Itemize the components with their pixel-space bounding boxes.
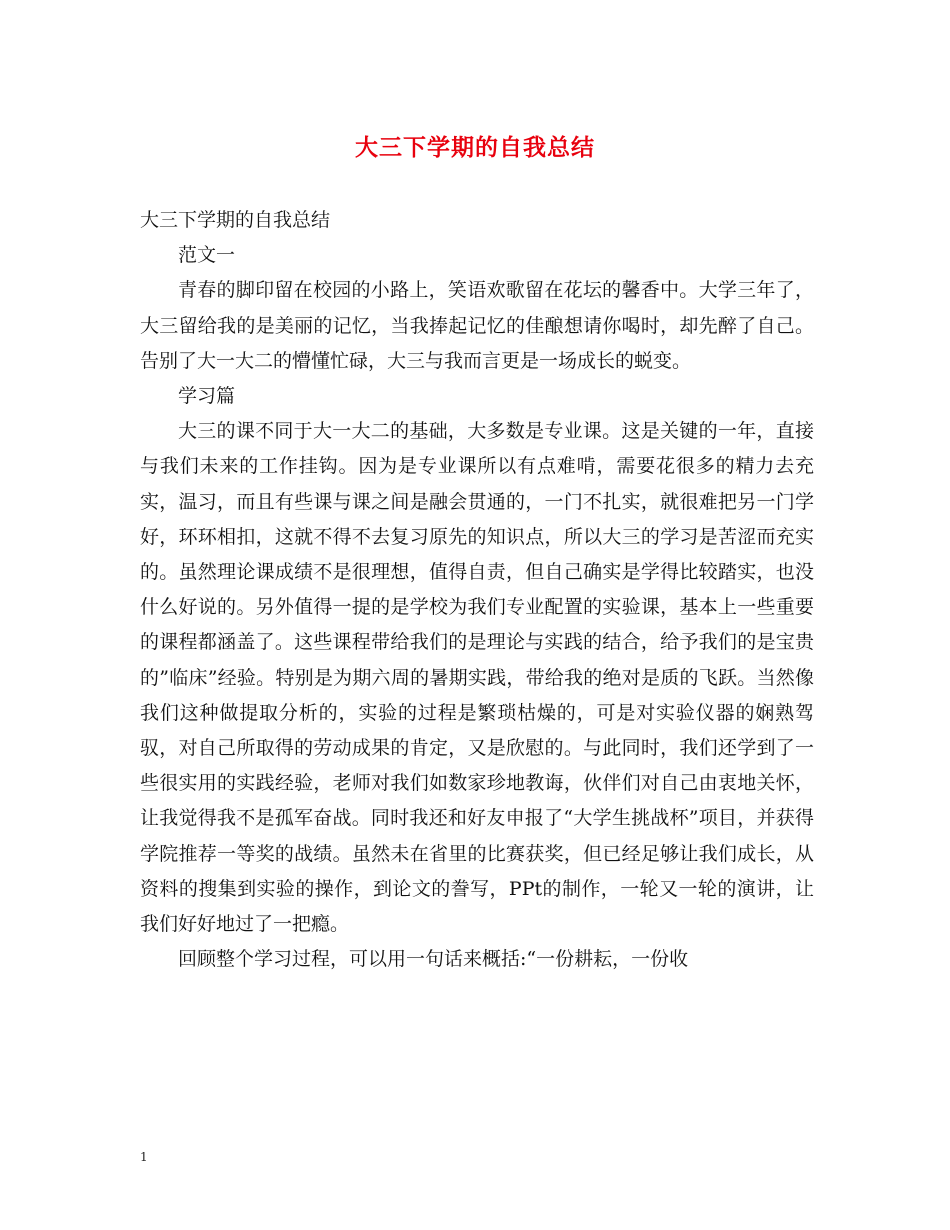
section-label-study: 学习篇: [178, 385, 236, 408]
paragraph-review: 回顾整个学习过程，可以用一句话来概括:“一份耕耘，一份收: [178, 948, 689, 971]
paragraph-intro: 青春的脚印留在校园的小路上，笑语欢歌留在花坛的馨香中。大学三年了，大三留给我的是美丽的记忆，当我捧起记忆的佳酿想请你喝时，却先醉了自己。告别了大一大二的懵懂忙碌，大三与我而言更是一场成长的蜕变。: [140, 279, 814, 372]
document-body: [140, 203, 814, 977]
page-title: 大三下学期的自我总结: [355, 134, 595, 161]
section-label-sample-one: 范文一: [178, 244, 236, 267]
paragraph-study: 大三的课不同于大一大二的基础，大多数是专业课。这是关键的一年，直接与我们未来的工作挂钩。因为是专业课所以有点难啃，需要花很多的精力去充实，温习，而且有些课与课之间是融会贯通的，一门不扎实，就很难把另一门学好，环环相扣，这就不得不去复习原先的知识点，所以大三的学习是苦涩而充实的。虽然理论课成绩不是很理想，值得自责，但自己确实是学得比较踏实，也没什么好说的。另外值得一提的是学校为我们专业配置的实验课，基本上一些重要的课程都涵盖了。这些课程带给我们的是理论与实践的结合，给予我们的是宝贵的”临床”经验。特别是为期六周的暑期实践，带给我的绝对是质的飞跃。当然像我们这种做提取分析的，实验的过程是繁琐枯燥的，可是对实验仪器的娴熟驾驭，对自己所取得的劳动成果的肯定，又是欣慰的。与此同时，我们还学到了一些很实用的实践经验，老师对我们如数家珍地教诲，伙伴们对自己由衷地关怀，让我觉得我不是孤军奋战。同时我还和好友申报了“大学生挑战杯”项目，并获得学院推荐一等奖的战绩。虽然未在省里的比赛获奖，但已经足够让我们成长，从资料的搜集到实验的操作，到论文的誊写，PPt的制作，一轮又一轮的演讲，让我们好好地过了一把瘾。: [140, 420, 814, 936]
document-subtitle: 大三下学期的自我总结: [140, 209, 331, 231]
page-number: 1: [140, 1150, 148, 1164]
